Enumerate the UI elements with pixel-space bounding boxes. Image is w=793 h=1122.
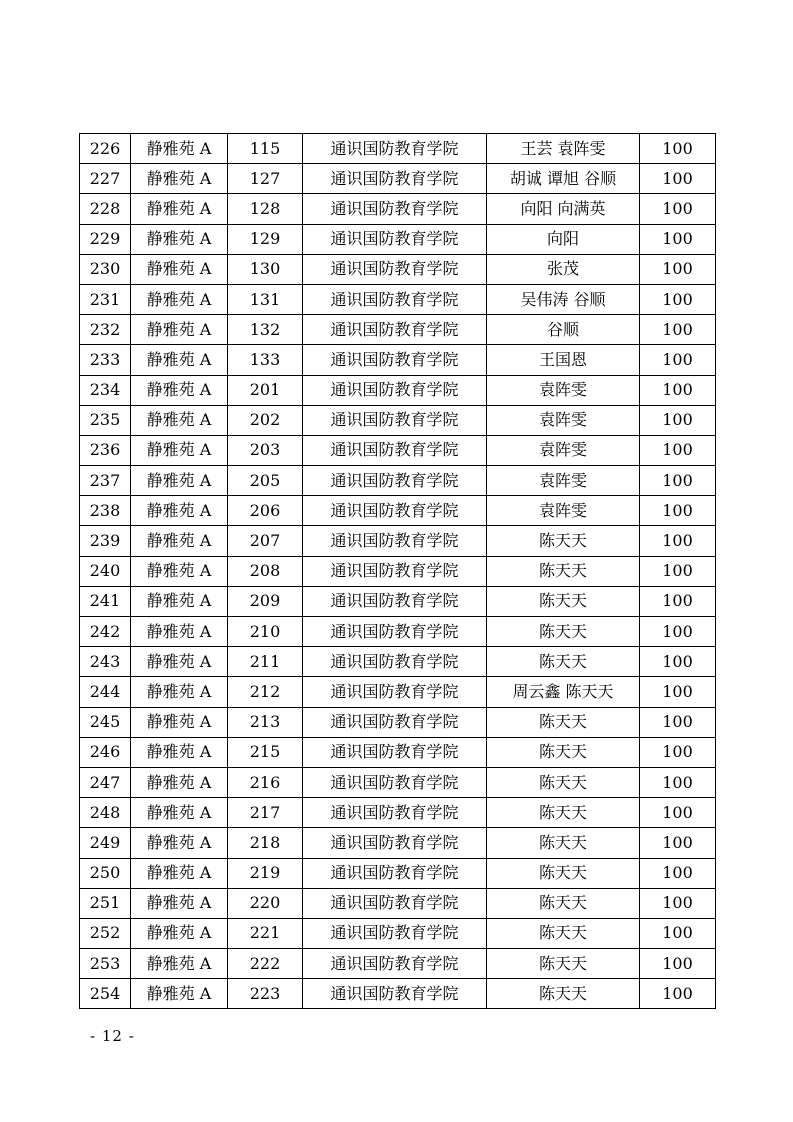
score-cell: 100 <box>640 284 716 314</box>
college-cell: 通识国防教育学院 <box>303 737 487 767</box>
serial-number-cell: 239 <box>80 526 131 556</box>
table-row <box>80 164 716 194</box>
table-row <box>80 284 716 314</box>
room-number-cell: 133 <box>228 345 303 375</box>
room-number-cell: 206 <box>228 496 303 526</box>
score-cell: 100 <box>640 798 716 828</box>
table-row <box>80 737 716 767</box>
building-cell: 静雅苑 A <box>131 224 228 254</box>
table-row <box>80 254 716 284</box>
room-number-cell: 129 <box>228 224 303 254</box>
serial-number-cell: 242 <box>80 617 131 647</box>
room-number-cell: 221 <box>228 918 303 948</box>
college-cell: 通识国防教育学院 <box>303 949 487 979</box>
room-number-cell: 212 <box>228 677 303 707</box>
college-cell: 通识国防教育学院 <box>303 254 487 284</box>
names-cell: 袁阵雯 <box>487 496 640 526</box>
names-cell: 袁阵雯 <box>487 435 640 465</box>
score-cell: 100 <box>640 254 716 284</box>
names-cell: 陈天天 <box>487 828 640 858</box>
serial-number-cell: 236 <box>80 435 131 465</box>
score-cell: 100 <box>640 315 716 345</box>
college-cell: 通识国防教育学院 <box>303 858 487 888</box>
building-cell: 静雅苑 A <box>131 677 228 707</box>
serial-number-cell: 234 <box>80 375 131 405</box>
serial-number-cell: 228 <box>80 194 131 224</box>
names-cell: 陈天天 <box>487 647 640 677</box>
college-cell: 通识国防教育学院 <box>303 466 487 496</box>
table-row <box>80 586 716 616</box>
room-number-cell: 219 <box>228 858 303 888</box>
room-number-cell: 130 <box>228 254 303 284</box>
building-cell: 静雅苑 A <box>131 707 228 737</box>
table-row <box>80 466 716 496</box>
table-row <box>80 194 716 224</box>
building-cell: 静雅苑 A <box>131 737 228 767</box>
college-cell: 通识国防教育学院 <box>303 918 487 948</box>
building-cell: 静雅苑 A <box>131 979 228 1009</box>
score-cell: 100 <box>640 979 716 1009</box>
college-cell: 通识国防教育学院 <box>303 315 487 345</box>
names-cell: 陈天天 <box>487 979 640 1009</box>
table-row <box>80 918 716 948</box>
college-cell: 通识国防教育学院 <box>303 888 487 918</box>
table-row <box>80 828 716 858</box>
college-cell: 通识国防教育学院 <box>303 224 487 254</box>
building-cell: 静雅苑 A <box>131 315 228 345</box>
building-cell: 静雅苑 A <box>131 134 228 164</box>
score-cell: 100 <box>640 526 716 556</box>
serial-number-cell: 230 <box>80 254 131 284</box>
room-number-cell: 203 <box>228 435 303 465</box>
table-row <box>80 315 716 345</box>
college-cell: 通识国防教育学院 <box>303 134 487 164</box>
building-cell: 静雅苑 A <box>131 526 228 556</box>
building-cell: 静雅苑 A <box>131 918 228 948</box>
serial-number-cell: 246 <box>80 737 131 767</box>
room-number-cell: 217 <box>228 798 303 828</box>
college-cell: 通识国防教育学院 <box>303 979 487 1009</box>
score-cell: 100 <box>640 466 716 496</box>
names-cell: 陈天天 <box>487 526 640 556</box>
table-body <box>80 134 716 1009</box>
table-row <box>80 767 716 797</box>
room-number-cell: 218 <box>228 828 303 858</box>
building-cell: 静雅苑 A <box>131 556 228 586</box>
room-number-cell: 201 <box>228 375 303 405</box>
college-cell: 通识国防教育学院 <box>303 647 487 677</box>
score-cell: 100 <box>640 556 716 586</box>
room-number-cell: 210 <box>228 617 303 647</box>
score-cell: 100 <box>640 586 716 616</box>
college-cell: 通识国防教育学院 <box>303 284 487 314</box>
room-number-cell: 222 <box>228 949 303 979</box>
college-cell: 通识国防教育学院 <box>303 586 487 616</box>
college-cell: 通识国防教育学院 <box>303 767 487 797</box>
room-number-cell: 211 <box>228 647 303 677</box>
building-cell: 静雅苑 A <box>131 375 228 405</box>
score-cell: 100 <box>640 435 716 465</box>
table-row <box>80 345 716 375</box>
score-cell: 100 <box>640 134 716 164</box>
names-cell: 袁阵雯 <box>487 375 640 405</box>
serial-number-cell: 229 <box>80 224 131 254</box>
building-cell: 静雅苑 A <box>131 617 228 647</box>
serial-number-cell: 233 <box>80 345 131 375</box>
score-cell: 100 <box>640 375 716 405</box>
college-cell: 通识国防教育学院 <box>303 345 487 375</box>
building-cell: 静雅苑 A <box>131 586 228 616</box>
serial-number-cell: 226 <box>80 134 131 164</box>
room-number-cell: 207 <box>228 526 303 556</box>
names-cell: 陈天天 <box>487 918 640 948</box>
names-cell: 陈天天 <box>487 949 640 979</box>
room-score-table <box>79 133 716 1009</box>
building-cell: 静雅苑 A <box>131 949 228 979</box>
college-cell: 通识国防教育学院 <box>303 556 487 586</box>
serial-number-cell: 240 <box>80 556 131 586</box>
serial-number-cell: 252 <box>80 918 131 948</box>
building-cell: 静雅苑 A <box>131 798 228 828</box>
serial-number-cell: 244 <box>80 677 131 707</box>
score-cell: 100 <box>640 677 716 707</box>
building-cell: 静雅苑 A <box>131 858 228 888</box>
score-cell: 100 <box>640 345 716 375</box>
serial-number-cell: 248 <box>80 798 131 828</box>
college-cell: 通识国防教育学院 <box>303 405 487 435</box>
building-cell: 静雅苑 A <box>131 767 228 797</box>
serial-number-cell: 249 <box>80 828 131 858</box>
table-row <box>80 375 716 405</box>
room-number-cell: 215 <box>228 737 303 767</box>
table-row <box>80 224 716 254</box>
building-cell: 静雅苑 A <box>131 405 228 435</box>
names-cell: 吴伟涛 谷顺 <box>487 284 640 314</box>
room-number-cell: 209 <box>228 586 303 616</box>
building-cell: 静雅苑 A <box>131 828 228 858</box>
serial-number-cell: 250 <box>80 858 131 888</box>
room-number-cell: 127 <box>228 164 303 194</box>
score-cell: 100 <box>640 737 716 767</box>
college-cell: 通识国防教育学院 <box>303 707 487 737</box>
building-cell: 静雅苑 A <box>131 647 228 677</box>
names-cell: 陈天天 <box>487 556 640 586</box>
serial-number-cell: 237 <box>80 466 131 496</box>
score-cell: 100 <box>640 224 716 254</box>
score-cell: 100 <box>640 918 716 948</box>
table-row <box>80 949 716 979</box>
room-number-cell: 220 <box>228 888 303 918</box>
table-row <box>80 888 716 918</box>
college-cell: 通识国防教育学院 <box>303 435 487 465</box>
score-cell: 100 <box>640 164 716 194</box>
score-cell: 100 <box>640 405 716 435</box>
college-cell: 通识国防教育学院 <box>303 617 487 647</box>
table-row <box>80 526 716 556</box>
names-cell: 向阳 向满英 <box>487 194 640 224</box>
table-row <box>80 979 716 1009</box>
names-cell: 陈天天 <box>487 888 640 918</box>
college-cell: 通识国防教育学院 <box>303 798 487 828</box>
room-number-cell: 132 <box>228 315 303 345</box>
building-cell: 静雅苑 A <box>131 254 228 284</box>
building-cell: 静雅苑 A <box>131 435 228 465</box>
serial-number-cell: 235 <box>80 405 131 435</box>
score-cell: 100 <box>640 949 716 979</box>
score-cell: 100 <box>640 617 716 647</box>
serial-number-cell: 238 <box>80 496 131 526</box>
table-row <box>80 405 716 435</box>
table-row <box>80 647 716 677</box>
table-row <box>80 798 716 828</box>
serial-number-cell: 247 <box>80 767 131 797</box>
building-cell: 静雅苑 A <box>131 284 228 314</box>
room-number-cell: 202 <box>228 405 303 435</box>
room-number-cell: 205 <box>228 466 303 496</box>
names-cell: 王国恩 <box>487 345 640 375</box>
table-row <box>80 858 716 888</box>
room-number-cell: 131 <box>228 284 303 314</box>
college-cell: 通识国防教育学院 <box>303 828 487 858</box>
page-number: - 12 - <box>90 1027 135 1045</box>
room-number-cell: 216 <box>228 767 303 797</box>
serial-number-cell: 243 <box>80 647 131 677</box>
building-cell: 静雅苑 A <box>131 164 228 194</box>
room-number-cell: 223 <box>228 979 303 1009</box>
serial-number-cell: 251 <box>80 888 131 918</box>
table-row <box>80 496 716 526</box>
serial-number-cell: 253 <box>80 949 131 979</box>
names-cell: 陈天天 <box>487 707 640 737</box>
score-cell: 100 <box>640 828 716 858</box>
score-cell: 100 <box>640 858 716 888</box>
score-cell: 100 <box>640 194 716 224</box>
building-cell: 静雅苑 A <box>131 345 228 375</box>
college-cell: 通识国防教育学院 <box>303 677 487 707</box>
score-cell: 100 <box>640 767 716 797</box>
table-row <box>80 617 716 647</box>
room-number-cell: 213 <box>228 707 303 737</box>
table-row <box>80 556 716 586</box>
score-cell: 100 <box>640 888 716 918</box>
names-cell: 陈天天 <box>487 586 640 616</box>
names-cell: 胡诚 谭旭 谷顺 <box>487 164 640 194</box>
table-row <box>80 677 716 707</box>
college-cell: 通识国防教育学院 <box>303 496 487 526</box>
names-cell: 陈天天 <box>487 767 640 797</box>
names-cell: 张茂 <box>487 254 640 284</box>
serial-number-cell: 254 <box>80 979 131 1009</box>
names-cell: 谷顺 <box>487 315 640 345</box>
building-cell: 静雅苑 A <box>131 466 228 496</box>
serial-number-cell: 245 <box>80 707 131 737</box>
names-cell: 陈天天 <box>487 858 640 888</box>
names-cell: 陈天天 <box>487 798 640 828</box>
table-row <box>80 707 716 737</box>
names-cell: 陈天天 <box>487 617 640 647</box>
room-number-cell: 115 <box>228 134 303 164</box>
serial-number-cell: 232 <box>80 315 131 345</box>
names-cell: 陈天天 <box>487 737 640 767</box>
names-cell: 向阳 <box>487 224 640 254</box>
room-number-cell: 208 <box>228 556 303 586</box>
names-cell: 王芸 袁阵雯 <box>487 134 640 164</box>
table-row <box>80 134 716 164</box>
table-row <box>80 435 716 465</box>
building-cell: 静雅苑 A <box>131 888 228 918</box>
serial-number-cell: 241 <box>80 586 131 616</box>
names-cell: 周云鑫 陈天天 <box>487 677 640 707</box>
score-cell: 100 <box>640 707 716 737</box>
building-cell: 静雅苑 A <box>131 194 228 224</box>
college-cell: 通识国防教育学院 <box>303 194 487 224</box>
building-cell: 静雅苑 A <box>131 496 228 526</box>
names-cell: 袁阵雯 <box>487 405 640 435</box>
serial-number-cell: 231 <box>80 284 131 314</box>
serial-number-cell: 227 <box>80 164 131 194</box>
room-number-cell: 128 <box>228 194 303 224</box>
college-cell: 通识国防教育学院 <box>303 526 487 556</box>
score-cell: 100 <box>640 647 716 677</box>
score-cell: 100 <box>640 496 716 526</box>
college-cell: 通识国防教育学院 <box>303 164 487 194</box>
names-cell: 袁阵雯 <box>487 466 640 496</box>
college-cell: 通识国防教育学院 <box>303 375 487 405</box>
